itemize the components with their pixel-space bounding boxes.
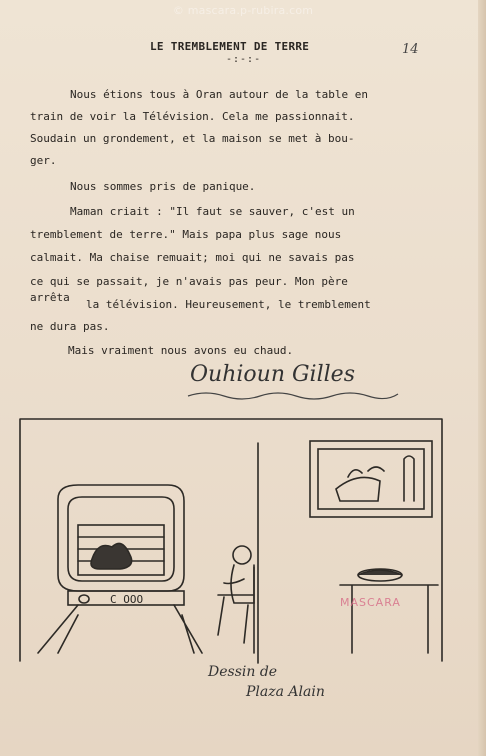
child <box>233 546 251 564</box>
text-line: ger. <box>30 154 57 167</box>
drawing-author: Plaza Alain <box>246 684 325 700</box>
author-signature: Ouhioun Gilles <box>190 362 355 387</box>
page-title: LE TREMBLEMENT DE TERRE <box>150 40 310 53</box>
text-line: tremblement de terre." Mais papa plus sage nous <box>30 228 342 241</box>
text-line: Nous sommes pris de panique. <box>70 180 256 193</box>
drawing-credit: Dessin de <box>208 664 278 680</box>
text-line: ce qui se passait, je n'avais pas peur. Mon père <box>30 275 348 288</box>
tv-drawing <box>18 415 444 665</box>
text-line: Nous étions tous à Oran autour de la table en <box>70 88 369 101</box>
svg-text:C OOO: C OOO <box>110 593 144 606</box>
text-line: arrêta <box>30 291 70 304</box>
text-line: Soudain un grondement, et la maison se met à bou- <box>30 132 355 145</box>
page-edge <box>478 0 486 756</box>
text-line: train de voir la Télévision. Cela me passionnait. <box>30 110 355 123</box>
text-line: la télévision. Heureusement, le tremblement <box>86 298 371 311</box>
watermark: © mascara.p-rubira.com <box>172 4 314 17</box>
title-ornament: -:-:- <box>226 54 262 65</box>
signature-underline <box>186 388 400 402</box>
text-line: Mais vraiment nous avons eu chaud. <box>68 344 294 357</box>
drawing-frame <box>20 419 442 661</box>
text-line: ne dura pas. <box>30 320 110 333</box>
page-number: 14 <box>402 42 419 57</box>
museum-stamp: MASCARA <box>340 596 401 609</box>
text-line: calmait. Ma chaise remuait; moi qui ne savais pas <box>30 251 355 264</box>
text-line: Maman criait : "Il faut se sauver, c'est un <box>70 205 355 218</box>
